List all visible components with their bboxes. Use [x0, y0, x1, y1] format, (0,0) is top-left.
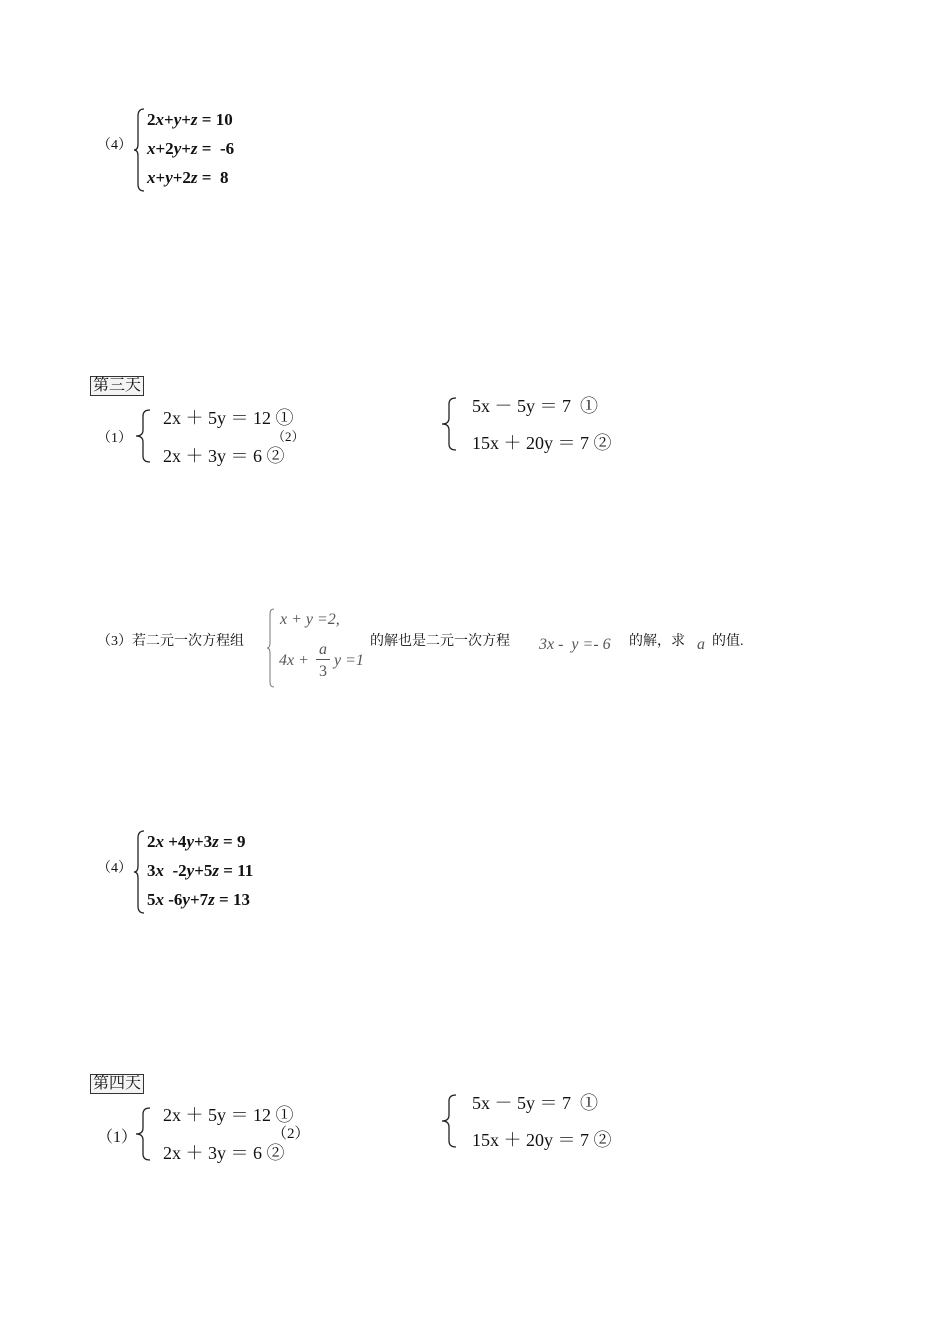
item-label: （4）: [97, 861, 132, 876]
equation-line: 5x -6y+7z = 13: [147, 890, 250, 909]
problem-text: 的值.: [712, 634, 744, 649]
equation-line: 2x ＋ 5y ＝ 12 ①: [163, 1105, 294, 1125]
fraction-numerator: a: [316, 641, 330, 660]
system-line-suffix: y =1: [334, 652, 364, 669]
problem-text: 的解也是二元一次方程: [370, 634, 510, 649]
system-line: x + y =2,: [280, 611, 340, 628]
item-label: （1）: [97, 1129, 138, 1146]
left-brace: [438, 396, 458, 452]
day-heading: 第三天: [90, 376, 144, 396]
left-brace: [132, 108, 146, 192]
left-brace: [266, 608, 276, 688]
linear-equation: 3x - y =- 6: [539, 636, 611, 653]
system-line-prefix: 4x +: [279, 652, 309, 669]
equation-line: 2x ＋ 3y ＝ 6 ②: [163, 1143, 285, 1163]
item-label: （4）: [97, 138, 132, 153]
left-brace: [132, 408, 152, 464]
equation-line: 2x+y+z = 10: [147, 110, 233, 129]
problem-text: （3）若二元一次方程组: [97, 634, 244, 649]
fraction-denominator: 3: [319, 663, 327, 680]
item-label: （2）: [272, 429, 305, 444]
equation-line: 5x － 5y ＝ 7 ①: [472, 1093, 598, 1113]
equation-line: 5x － 5y ＝ 7 ①: [472, 396, 598, 416]
left-brace: [438, 1093, 458, 1149]
equation-line: 2x +4y+3z = 9: [147, 832, 246, 851]
equation-line: x+2y+z = -6: [147, 139, 235, 158]
item-label: （2）: [272, 1126, 310, 1142]
left-brace: [132, 1106, 152, 1162]
equation-line: 15x ＋ 20y ＝ 7 ②: [472, 1130, 612, 1150]
left-brace: [132, 830, 146, 914]
item-label: （1）: [97, 431, 132, 446]
problem-text: 的解，求: [629, 634, 685, 649]
variable: a: [697, 636, 705, 653]
equation-line: 15x ＋ 20y ＝ 7 ②: [472, 433, 612, 453]
equation-line: 2x ＋ 3y ＝ 6 ②: [163, 446, 285, 466]
equation-line: x+y+2z = 8: [147, 168, 229, 187]
equation-line: 2x ＋ 5y ＝ 12 ①: [163, 408, 294, 428]
equation-line: 3x -2y+5z = 11: [147, 861, 254, 880]
day-heading: 第四天: [90, 1074, 144, 1094]
